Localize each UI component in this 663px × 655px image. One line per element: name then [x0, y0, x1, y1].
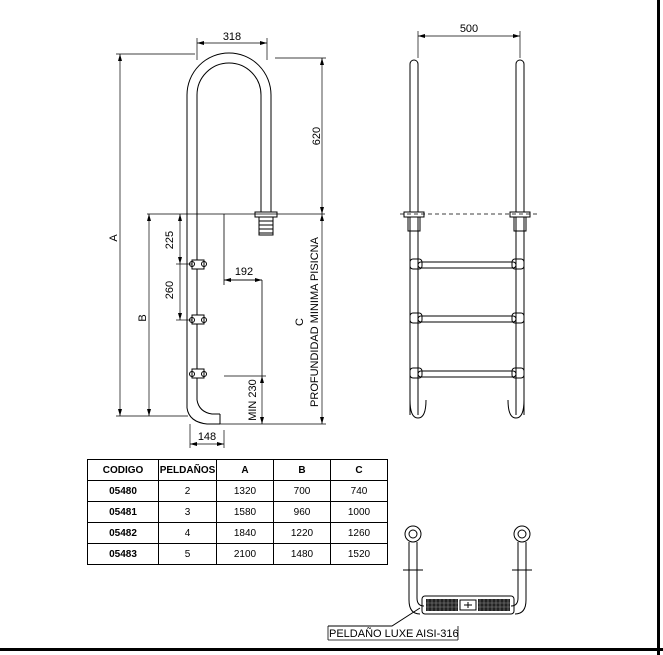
- dim-depth-letter: C: [294, 318, 306, 326]
- cell-codigo: 05483: [88, 544, 159, 565]
- cell-b: 1220: [274, 523, 331, 544]
- col-header-c: C: [331, 460, 388, 481]
- front-step: [410, 259, 524, 269]
- dim-vertical-top: 620: [311, 126, 323, 146]
- side-step-bracket: [190, 315, 207, 324]
- dim-upper-step: 225: [164, 230, 176, 250]
- cell-peldanos: 4: [159, 523, 217, 544]
- cell-c: 1000: [331, 502, 388, 523]
- dim-min-bottom: MIN 230: [247, 379, 259, 421]
- dim-overall-a: A: [108, 234, 120, 242]
- cell-c: 1260: [331, 523, 388, 544]
- left-flange: [404, 212, 424, 231]
- dim-foot: 148: [197, 431, 217, 443]
- cell-a: 2100: [217, 544, 274, 565]
- cell-c: 1520: [331, 544, 388, 565]
- front-step: [410, 313, 524, 323]
- cell-peldanos: 2: [159, 481, 217, 502]
- right-flange: [510, 212, 530, 231]
- cell-a: 1840: [217, 523, 274, 544]
- spec-table: [87, 459, 388, 565]
- front-step: [410, 368, 524, 378]
- col-header-a: A: [217, 460, 274, 481]
- table-row: [88, 544, 388, 565]
- table-row: [88, 481, 388, 502]
- cell-codigo: 05481: [88, 502, 159, 523]
- table-row: [88, 502, 388, 523]
- dim-lower-b: B: [137, 314, 149, 322]
- cell-a: 1580: [217, 502, 274, 523]
- detail-caption: PELDAÑO LUXE AISI-316: [329, 628, 459, 640]
- cell-peldanos: 5: [159, 544, 217, 565]
- side-step-bracket: [190, 260, 207, 269]
- table-header-row: [88, 460, 388, 481]
- col-header-peldanos: PELDAÑOS: [159, 460, 217, 481]
- side-step-bracket: [190, 369, 207, 378]
- cell-b: 700: [274, 481, 331, 502]
- cell-c: 740: [331, 481, 388, 502]
- cell-b: 960: [274, 502, 331, 523]
- side-view-ladder: [187, 53, 277, 424]
- dim-top-width: 318: [222, 31, 242, 43]
- cell-codigo: 05480: [88, 481, 159, 502]
- dim-offset: 192: [234, 266, 254, 278]
- col-header-b: B: [274, 460, 331, 481]
- col-header-codigo: CODIGO: [88, 460, 159, 481]
- dim-step-spacing: 260: [164, 280, 176, 300]
- cell-codigo: 05482: [88, 523, 159, 544]
- front-view-ladder: [404, 60, 530, 418]
- anchor-socket: [255, 212, 277, 235]
- cell-b: 1480: [274, 544, 331, 565]
- dim-depth-caption: PROFUNDIDAD MINIMA PISICNA: [309, 237, 321, 407]
- cell-peldanos: 3: [159, 502, 217, 523]
- cell-a: 1320: [217, 481, 274, 502]
- dim-front-width: 500: [459, 23, 479, 35]
- table-row: [88, 523, 388, 544]
